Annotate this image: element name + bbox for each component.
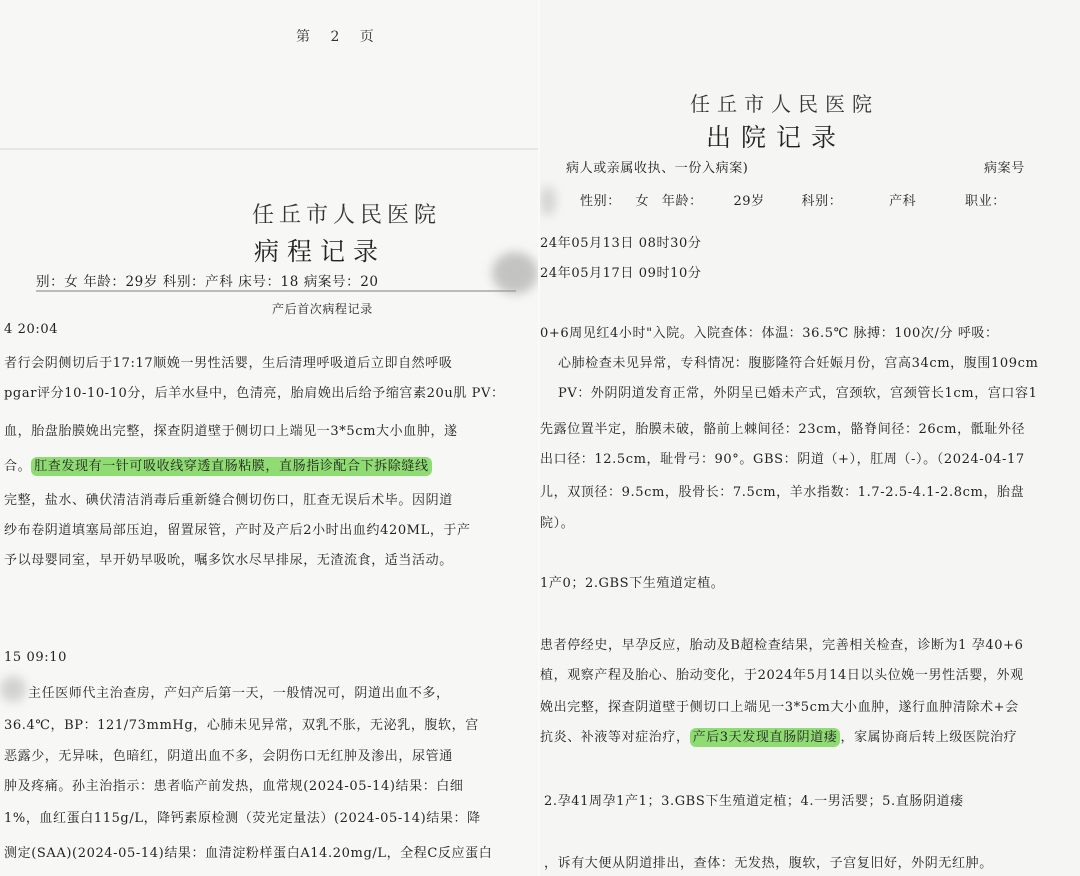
record-line: 血，胎盘胎膜娩出完整，探查阴道壁于侧切口上端见一3*5cm大小血肿，遂: [4, 424, 458, 439]
record-line: 4 20:04: [4, 322, 59, 337]
record-line: 15 09:10: [4, 650, 67, 665]
record-line: 院）。: [540, 516, 575, 531]
discharge-time: 24年05月17日 09时10分: [540, 266, 702, 281]
record-line: 肿及疼痛。孙主治指示：患者临产前发热，血常规(2024-05-14)结果：白细: [4, 779, 464, 794]
record-line: 者行会阴侧切后于17:17顺娩一男性活婴，生后清理呼吸道后立即自然呼吸: [4, 356, 453, 371]
record-line: pgar评分10-10-10分，后羊水昼中，色清亮，胎肩娩出后给予缩宫素20u肌 PV：: [4, 386, 505, 401]
record-line: 心肺检查未见异常，专科情况：腹膨隆符合妊娠月份，宫高34cm，腹围109cm: [558, 356, 1039, 371]
sex-label: 性别：: [580, 194, 621, 209]
section-title: 产后首次病程记录: [272, 302, 373, 316]
document-subheader: 病人或亲属收执、一份入病案): [566, 161, 749, 176]
record-line: 36.4℃，BP：121/73mmHg，心肺未见异常，双乳不胀，无泌乳，腹软，宫: [4, 718, 479, 733]
record-line: 患者停经史，早孕反应，胎动及B超检查结果，完善相关检查，诊断为1 孕40+6: [540, 638, 1024, 653]
redaction-smudge: [0, 676, 26, 702]
record-line: 2.孕41周孕1产1；3.GBS下生殖道定植；4.一男活婴；5.直肠阴道瘘: [544, 794, 964, 809]
record-text: 抗炎、补液等对症治疗，: [540, 730, 690, 745]
record-line: [540, 726, 1017, 745]
admission-time: 24年05月13日 08时30分: [540, 236, 702, 251]
record-title: 出院记录: [706, 123, 847, 152]
record-line: 1产0；2.GBS下生殖道定植。: [540, 576, 725, 591]
record-line: 纱布卷阴道填塞局部压迫，留置尿管，产时及产后2小时出血约420ML，于产: [4, 523, 471, 538]
right-document-page: [540, 0, 1080, 876]
redaction-smudge: [492, 252, 538, 294]
record-line: [4, 455, 432, 474]
record-line: 测定(SAA)(2024-05-14)结果：血清淀粉样蛋白A14.20mg/L，全程C反应蛋白: [4, 846, 493, 861]
record-text: 合。: [4, 459, 32, 474]
highlighted-finding: 产后3天发现直肠阴道瘘: [690, 728, 841, 747]
page-crease: [0, 148, 540, 150]
record-line: ，诉有大便从阴道排出，查体：无发热，腹软，子宫复旧好，外阴无红肿。: [544, 856, 993, 871]
header-rule: [36, 290, 516, 292]
sex-value: 女: [635, 194, 650, 209]
dept-value: 产科: [889, 194, 917, 209]
record-line: 先露位置半定，胎膜未破，骼前上棘间径：23cm，骼脊间径：26cm，骶耻外径: [540, 422, 1026, 437]
patient-info: 别：女 年龄：29岁 科别：产科 床号：18 病案号：20: [36, 274, 379, 290]
record-text: ，家属协商后转上级医院治疗: [840, 730, 1018, 745]
hospital-name: 任丘市人民医院: [252, 203, 442, 228]
job-label: 职业：: [965, 194, 1006, 209]
age-value: 29岁: [733, 194, 765, 209]
dept-label: 科别：: [801, 194, 843, 209]
age-label: 年龄：: [661, 194, 703, 209]
hospital-name: 任丘市人民医院: [690, 92, 879, 116]
case-number-label: 病案号: [984, 161, 1025, 176]
patient-info: [580, 190, 1006, 209]
record-line: 恶露少，无异味，色暗红，阴道出血不多，会阴伤口无红肿及渗出，尿管通: [4, 749, 453, 764]
record-line: 儿，双顶径：9.5cm，股骨长：7.5cm，羊水指数：1.7-2.5-4.1-2.8cm，胎盘: [540, 485, 1025, 500]
record-line: PV：外阴阴道发育正常，外阴呈已婚未产式，宫颈软，宫颈管长1cm，宫口容1: [558, 386, 1038, 401]
page-number: 第 2 页: [296, 29, 382, 45]
highlighted-finding: 肛查发现有一针可吸收线穿透直肠粘膜，直肠指诊配合下拆除缝线: [31, 457, 431, 476]
record-line: 予以母婴同室，早开奶早吸吮，嘱多饮水尽早排尿，无渣流食，适当活动。: [4, 553, 453, 568]
record-line: 出口径：12.5cm，耻骨弓：90°。GBS：阴道（+），肛周（-）。（2024-04-17: [540, 452, 1025, 467]
record-line: 0+6周见红4小时"入院。入院查体：体温：36.5℃ 脉搏：100次/分 呼吸：: [540, 326, 999, 341]
record-line: 娩出完整，探查阴道壁于侧切口上端见一3*5cm大小血肿，遂行血肿清除术+会: [540, 700, 1019, 715]
record-title: 病程记录: [254, 237, 387, 266]
redaction-smudge: [540, 186, 556, 216]
record-line: 主任医师代主治查房，产妇产后第一天，一般情况可，阴道出血不多，: [28, 686, 450, 701]
record-line: 植，观察产程及胎心、胎动变化，于2024年5月14日以头位娩一男性活婴，外观: [540, 668, 1024, 683]
record-line: 1%，血红蛋白115g/L，降钙素原检测（荧光定量法）(2024-05-14)结果：降: [4, 811, 481, 826]
record-line: 完整，盐水、碘伏清洁消毒后重新缝合侧切伤口，肛查无误后术毕。因阴道: [4, 493, 453, 508]
